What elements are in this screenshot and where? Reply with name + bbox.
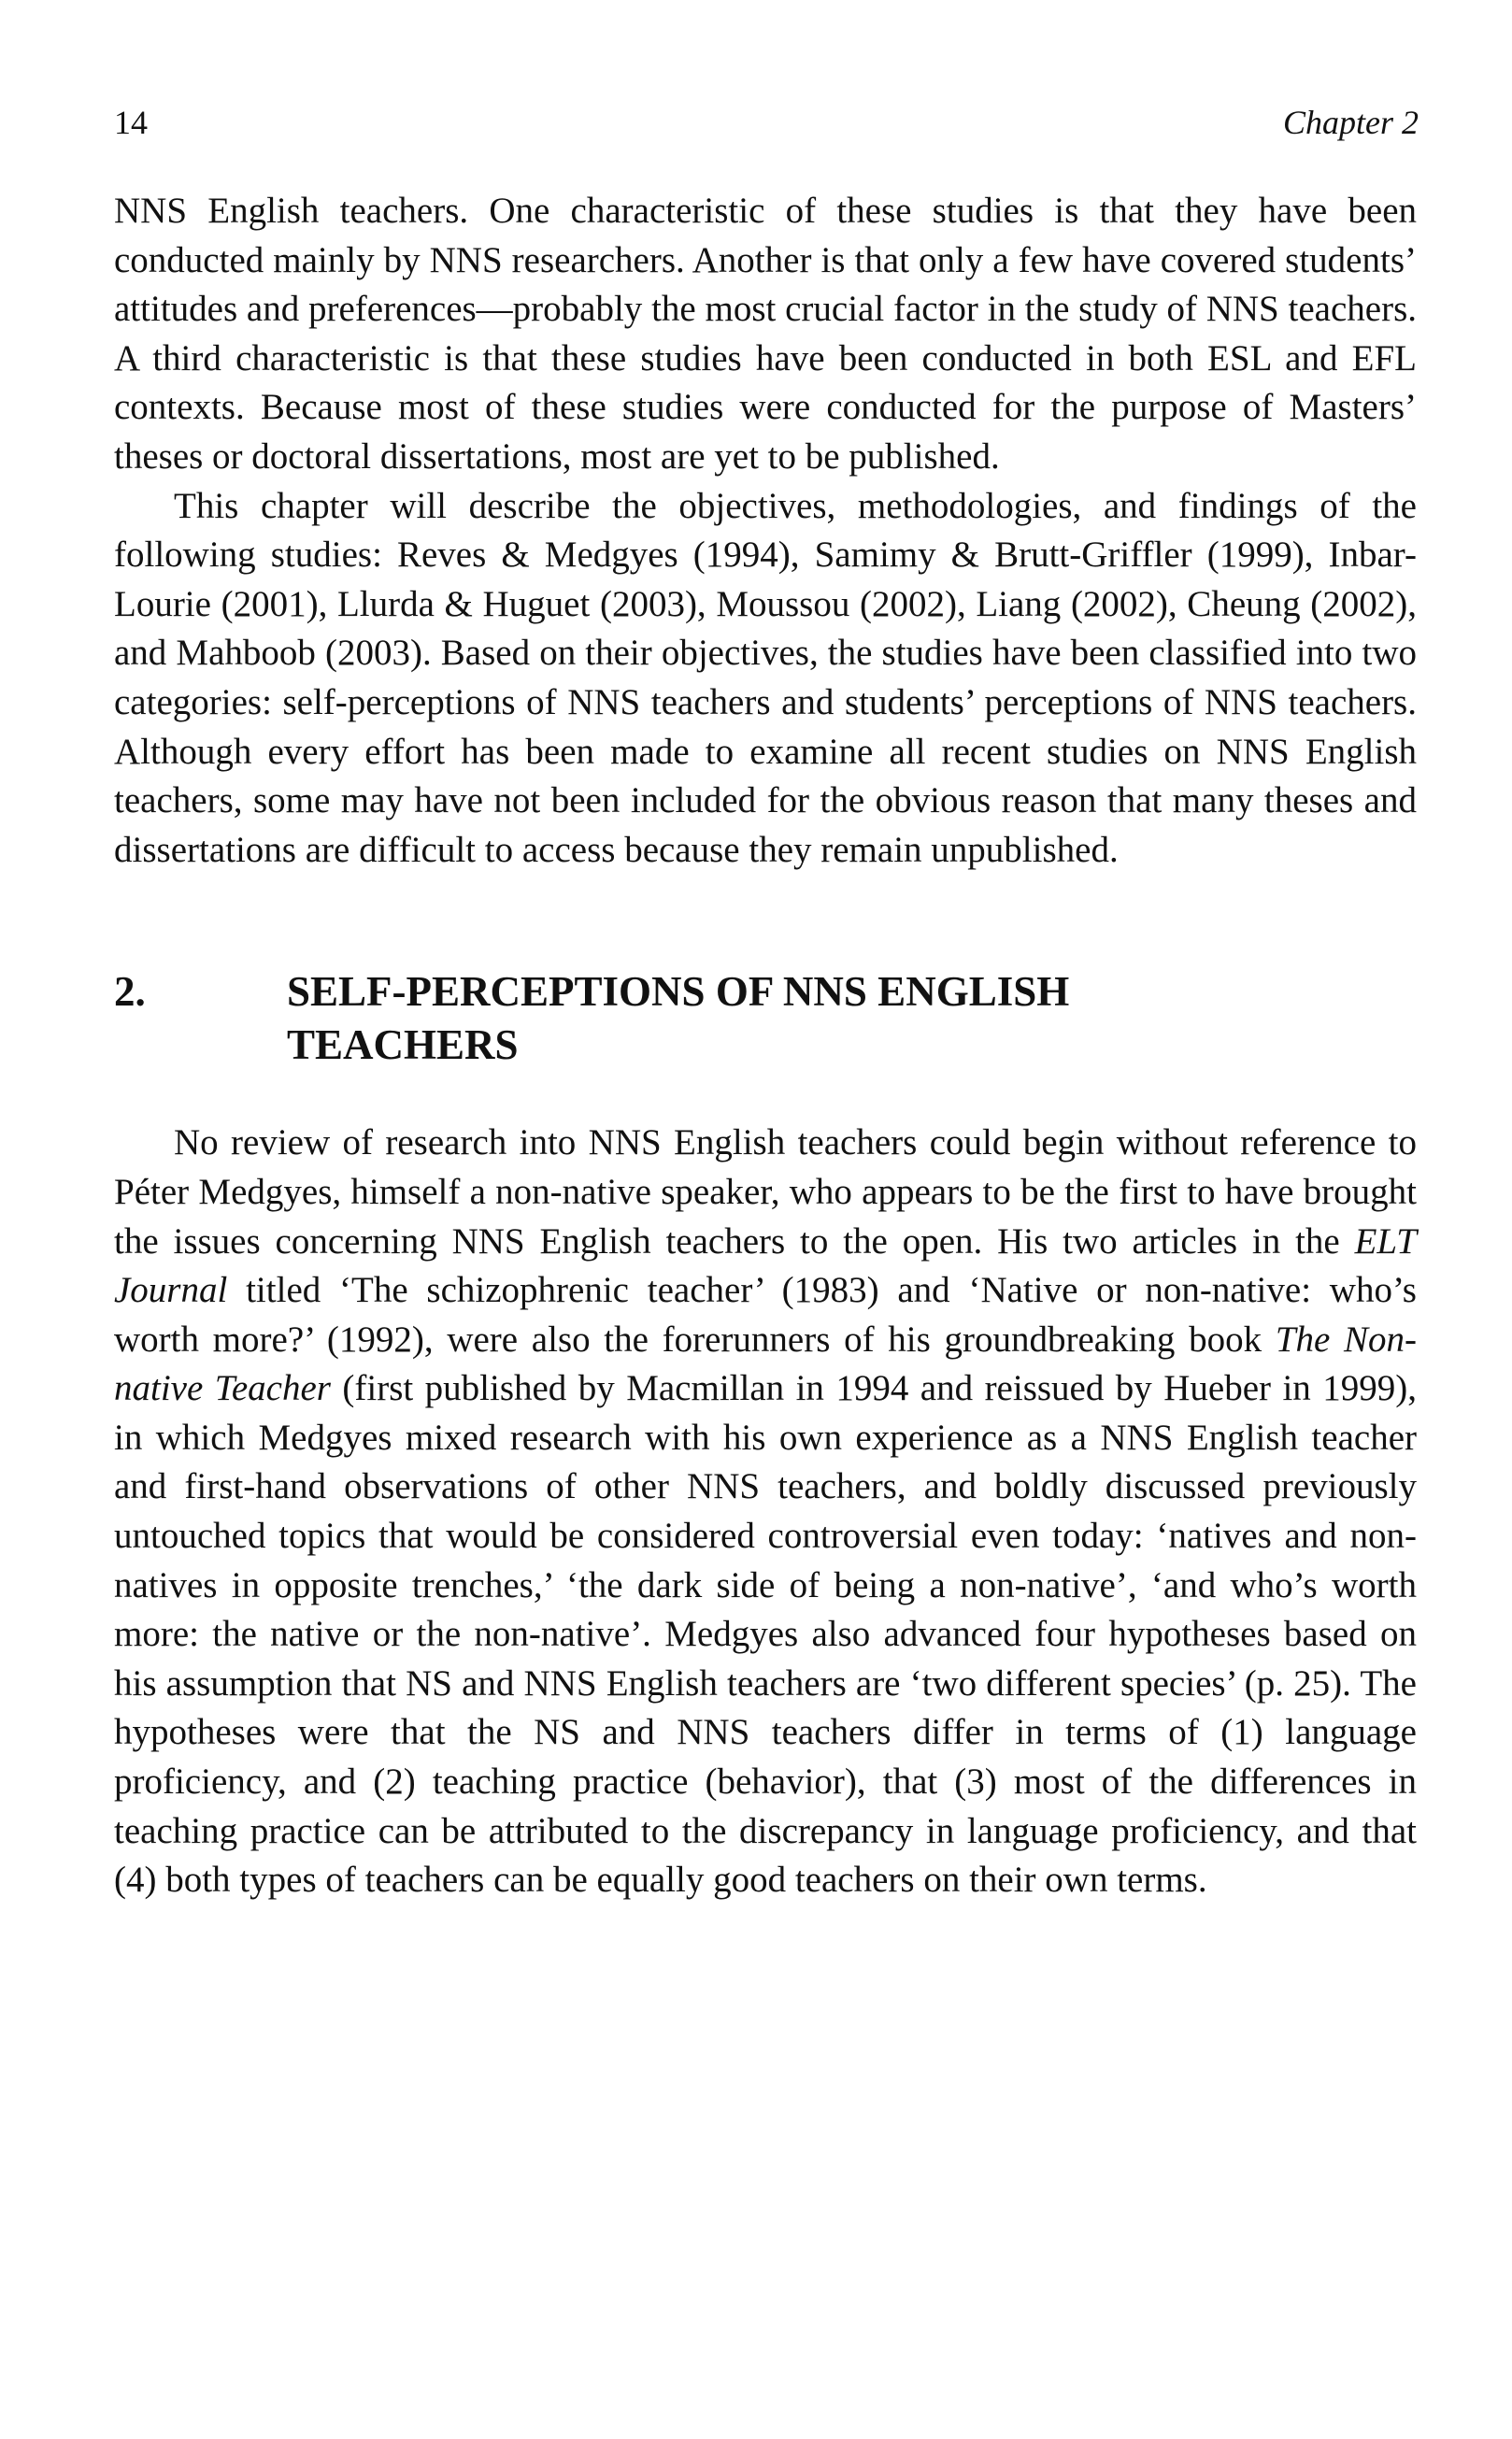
paragraph-medgyes-review bbox=[114, 1119, 1417, 1905]
paragraph-continuation: NNS English teachers. One characteristic of these studies is that they have been conducted mainly by NNS researchers. Another is that only a few have covered students’ attitudes and preferences—probably the most crucial factor in the study of NNS teachers. A third characteristic is that these studies have been conducted in both ESL and EFL contexts. Because most of these studies were conducted for the purpose of Masters’ theses or doctoral dissertations, most are yet to be published. bbox=[114, 191, 1417, 477]
paragraph-text-part: No review of research into NNS English teachers could begin without reference to Péter Medgyes, himself a non-native speaker, who appears to be the first to have brought the issues concerning NNS English teachers to the open. His two articles in the bbox=[114, 1122, 1417, 1262]
body-text bbox=[114, 187, 1417, 875]
journal-title: ELT Journal bbox=[114, 1220, 1417, 1311]
paragraph-chapter-overview: This chapter will describe the objectives, methodologies, and findings of the following studies: Reves & Medgyes (1994), Samimy & Brutt-Griffler (1999), Inbar-Lourie (2001), Llurda & Huguet (2003), Moussou (2002), Liang (2002), Cheung (2002), and Mahboob (2003). Based on their objectives, the studies have been classified into two categories: self-perceptions of NNS teachers and students’ perceptions of NNS teachers. Although every effort has been made to examine all recent studies on NNS English teachers, some may have not been included for the obvious reason that many theses and dissertations are difficult to access because they remain unpublished. bbox=[114, 485, 1417, 870]
paragraph-text-part: (first published by Macmillan in 1994 and reissued by Hueber in 1999), in which Medgyes mixed research with his own experience as a NNS English teacher and first-hand observations of other NNS teachers, and boldly discussed previously untouched topics that would be considered controversial even today: ‘natives and non-natives in opposite trenches,’ ‘the dark side of being a non-native’, ‘and who’s worth more: the native or the non-native’. Medgyes also advanced four hypotheses based on his assumption that NS and NNS English teachers are ‘two different species’ (p. 25). The hypotheses were that the NS and NNS teachers differ in terms of (1) language proficiency, and (2) teaching practice (behavior), that (3) most of the differences in teaching practice can be attributed to the discrepancy in language proficiency, and that (4) both types of teachers can be equally good teachers on their own terms. bbox=[114, 1368, 1417, 1901]
section-title: SELF-PERCEPTIONS OF NNS ENGLISH TEACHERS bbox=[287, 968, 1070, 1069]
section-heading bbox=[114, 965, 1417, 1072]
book-page bbox=[114, 103, 1417, 1905]
book-title: The Non-native Teacher bbox=[114, 1319, 1418, 1409]
paragraph-text-part: titled ‘The schizophrenic teacher’ (1983) and ‘Native or non-native: who’s worth more?’ (1992), were also the forerunners of his groundbreaking book bbox=[114, 1270, 1417, 1360]
chapter-label: Chapter 2 bbox=[1282, 104, 1419, 141]
page-number: 14 bbox=[114, 104, 148, 141]
section-body bbox=[114, 1119, 1417, 1905]
section-number: 2. bbox=[114, 968, 146, 1016]
running-head bbox=[114, 103, 1417, 150]
